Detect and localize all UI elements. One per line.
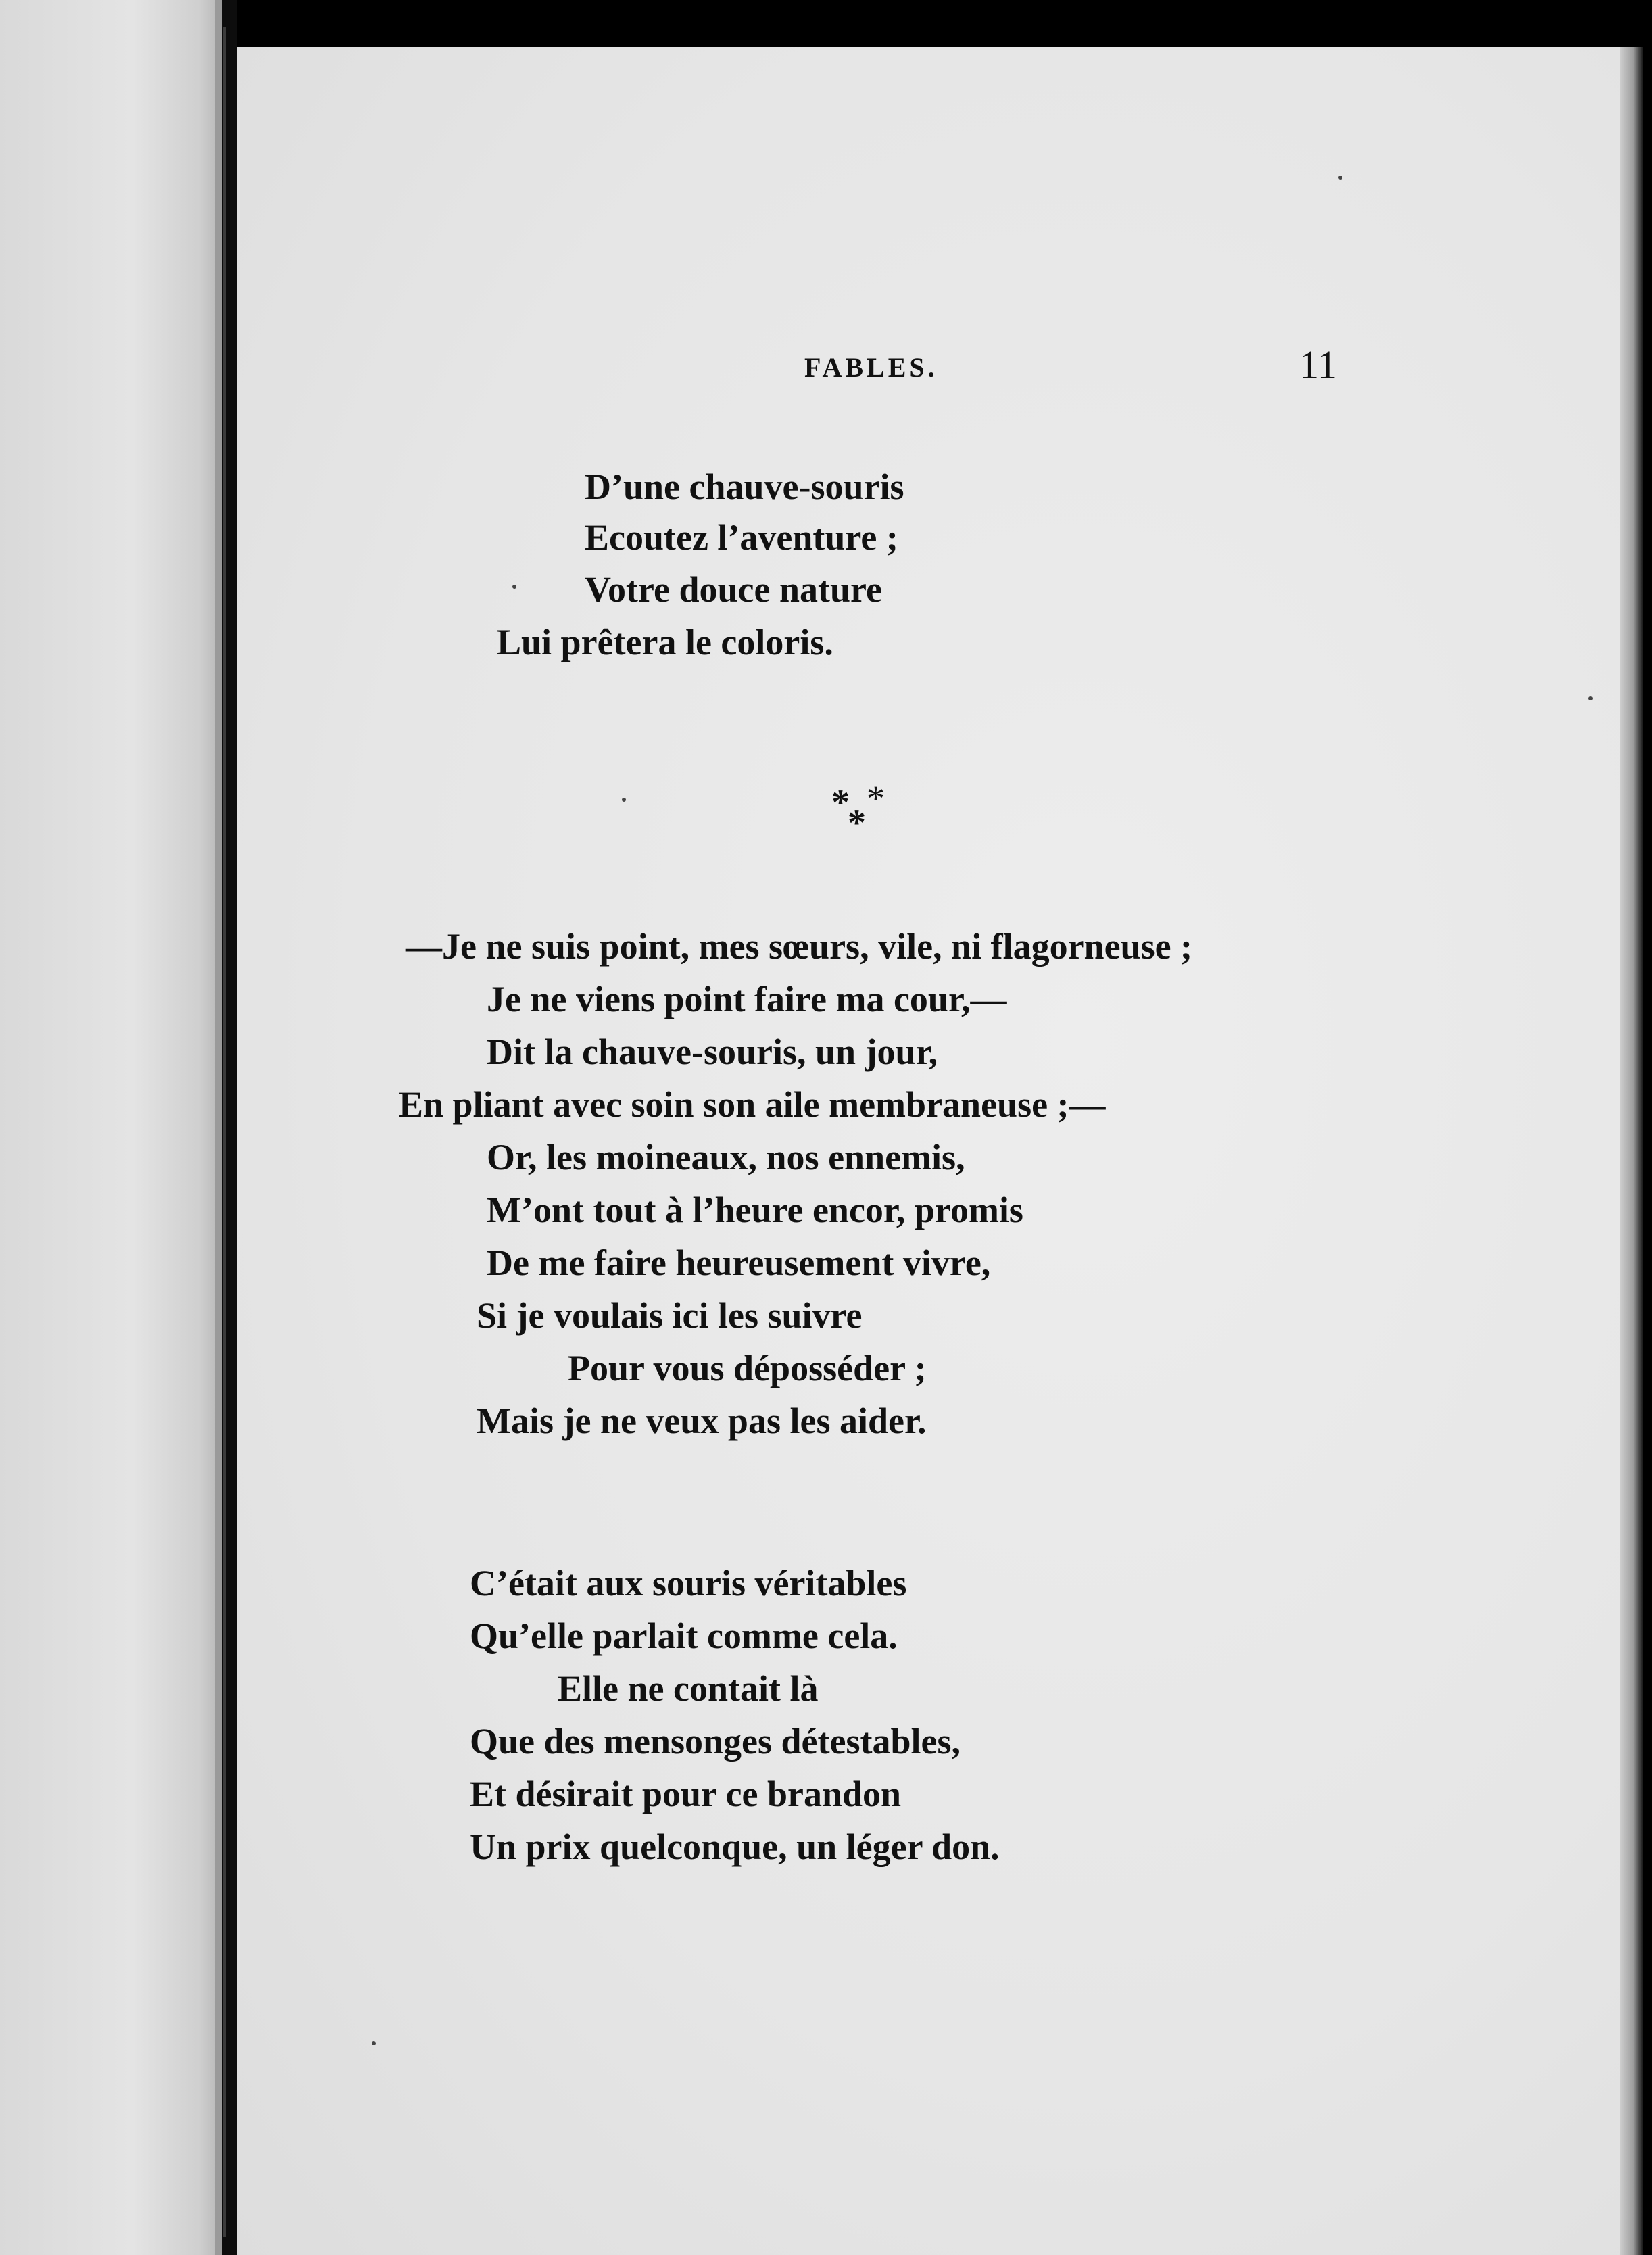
running-head: FABLES.: [804, 352, 938, 383]
verse-line: Ecoutez l’aventure ;: [585, 517, 898, 558]
verse-line: Je ne viens point faire ma cour,—: [487, 979, 1007, 1019]
page-number: 11: [1299, 343, 1337, 387]
verse-line: Un prix quelconque, un léger don.: [470, 1826, 1000, 1867]
verse-line: —Je ne suis point, mes sœurs, vile, ni flagorneuse ;: [406, 926, 1193, 967]
verse-line: Dit la chauve-souris, un jour,: [487, 1032, 938, 1072]
gutter-edge: [223, 27, 226, 2237]
verse-line: Votre douce nature: [585, 569, 882, 610]
verse-line: Elle ne contait là: [558, 1668, 819, 1709]
scan-speck: [1338, 176, 1342, 180]
verse-line: Et désirait pour ce brandon: [470, 1774, 902, 1814]
asterism-separator: [831, 778, 899, 845]
verse-line: Que des mensonges détestables,: [470, 1721, 961, 1762]
verse-line: Qu’elle parlait comme cela.: [470, 1616, 898, 1656]
asterisk: *: [848, 802, 866, 843]
verse-line: Or, les moineaux, nos ennemis,: [487, 1137, 965, 1178]
verse-line: D’une chauve-souris: [585, 466, 904, 507]
verse-line: Mais je ne veux pas les aider.: [477, 1401, 927, 1441]
scan-speck: [512, 585, 516, 589]
scan-speck: [622, 798, 626, 802]
verse-line: De me faire heureusement vivre,: [487, 1242, 991, 1283]
verse-line: Si je voulais ici les suivre: [477, 1295, 863, 1336]
page-right-edge: [1620, 47, 1643, 2255]
book-page: [237, 47, 1643, 2255]
asterisk: *: [831, 782, 850, 823]
verse-line: M’ont tout à l’heure encor, promis: [487, 1190, 1023, 1230]
asterisk: *: [867, 778, 885, 819]
scan-speck: [1588, 696, 1593, 700]
facing-page-edge: [0, 0, 222, 2255]
verse-line: En pliant avec soin son aile membraneuse ;—: [399, 1084, 1106, 1125]
verse-line: C’était aux souris véritables: [470, 1563, 907, 1603]
verse-line: Lui prêtera le coloris.: [497, 622, 833, 662]
scan-speck: [372, 2041, 376, 2045]
verse-line: Pour vous déposséder ;: [568, 1348, 927, 1388]
